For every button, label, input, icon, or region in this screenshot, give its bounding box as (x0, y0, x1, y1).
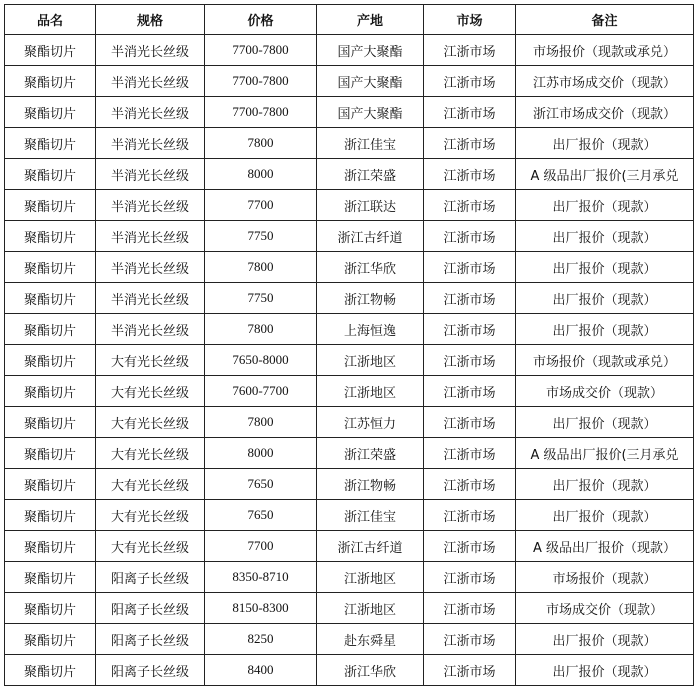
table-row (5, 97, 694, 128)
cell-origin: 江浙地区 (317, 593, 424, 624)
cell-spec: 大有光长丝级 (96, 376, 205, 407)
cell-price: 8250 (205, 624, 317, 655)
cell-origin: 浙江华欣 (317, 252, 424, 283)
cell-origin: 江浙地区 (317, 376, 424, 407)
header-spec: 规格 (96, 5, 205, 35)
cell-market: 江浙市场 (424, 438, 516, 469)
cell-price: 7700-7800 (205, 35, 317, 66)
cell-product-name: 聚酯切片 (5, 314, 96, 345)
cell-origin: 浙江佳宝 (317, 128, 424, 159)
cell-market: 江浙市场 (424, 407, 516, 438)
cell-remarks: 市场成交价（现款） (516, 376, 694, 407)
cell-spec: 阳离子长丝级 (96, 655, 205, 686)
cell-product-name: 聚酯切片 (5, 283, 96, 314)
cell-product-name: 聚酯切片 (5, 97, 96, 128)
table-row (5, 407, 694, 438)
cell-origin: 江浙地区 (317, 562, 424, 593)
cell-market: 江浙市场 (424, 500, 516, 531)
cell-market: 江浙市场 (424, 283, 516, 314)
cell-origin: 国产大聚酯 (317, 66, 424, 97)
cell-origin: 浙江物畅 (317, 283, 424, 314)
header-origin: 产地 (317, 5, 424, 35)
cell-remarks: 市场报价（现款） (516, 562, 694, 593)
cell-remarks: 出厂报价（现款） (516, 190, 694, 221)
cell-spec: 大有光长丝级 (96, 345, 205, 376)
cell-spec: 半消光长丝级 (96, 252, 205, 283)
table-row (5, 469, 694, 500)
cell-price: 7650 (205, 469, 317, 500)
table-row (5, 252, 694, 283)
cell-market: 江浙市场 (424, 624, 516, 655)
table-row (5, 221, 694, 252)
cell-price: 7650-8000 (205, 345, 317, 376)
cell-origin: 浙江联达 (317, 190, 424, 221)
cell-price: 7750 (205, 283, 317, 314)
cell-price: 7800 (205, 128, 317, 159)
cell-market: 江浙市场 (424, 562, 516, 593)
cell-spec: 半消光长丝级 (96, 128, 205, 159)
table-row (5, 531, 694, 562)
cell-spec: 大有光长丝级 (96, 500, 205, 531)
cell-remarks: 市场成交价（现款） (516, 593, 694, 624)
cell-product-name: 聚酯切片 (5, 66, 96, 97)
cell-remarks: 出厂报价（现款） (516, 655, 694, 686)
cell-product-name: 聚酯切片 (5, 221, 96, 252)
table-row (5, 345, 694, 376)
cell-origin: 浙江佳宝 (317, 500, 424, 531)
cell-product-name: 聚酯切片 (5, 593, 96, 624)
cell-price: 7750 (205, 221, 317, 252)
table-row (5, 438, 694, 469)
cell-origin: 浙江荣盛 (317, 159, 424, 190)
cell-product-name: 聚酯切片 (5, 469, 96, 500)
cell-price: 7700 (205, 190, 317, 221)
cell-market: 江浙市场 (424, 469, 516, 500)
price-table-container (4, 4, 694, 686)
table-row (5, 128, 694, 159)
cell-market: 江浙市场 (424, 159, 516, 190)
header-market: 市场 (424, 5, 516, 35)
cell-price: 7700 (205, 531, 317, 562)
cell-price: 7800 (205, 407, 317, 438)
cell-market: 江浙市场 (424, 345, 516, 376)
cell-spec: 阳离子长丝级 (96, 562, 205, 593)
cell-market: 江浙市场 (424, 35, 516, 66)
cell-remarks: 市场报价（现款或承兑） (516, 345, 694, 376)
cell-remarks: 出厂报价（现款） (516, 314, 694, 345)
cell-price: 8150-8300 (205, 593, 317, 624)
cell-market: 江浙市场 (424, 314, 516, 345)
cell-product-name: 聚酯切片 (5, 35, 96, 66)
cell-remarks: 出厂报价（现款） (516, 407, 694, 438)
cell-remarks: 出厂报价（现款） (516, 624, 694, 655)
cell-market: 江浙市场 (424, 531, 516, 562)
cell-spec: 半消光长丝级 (96, 221, 205, 252)
cell-remarks: 市场报价（现款或承兑） (516, 35, 694, 66)
cell-price: 7700-7800 (205, 66, 317, 97)
cell-spec: 半消光长丝级 (96, 97, 205, 128)
cell-price: 7800 (205, 314, 317, 345)
cell-market: 江浙市场 (424, 190, 516, 221)
cell-spec: 阳离子长丝级 (96, 593, 205, 624)
cell-price: 7650 (205, 500, 317, 531)
cell-market: 江浙市场 (424, 655, 516, 686)
cell-product-name: 聚酯切片 (5, 190, 96, 221)
header-remarks: 备注 (516, 5, 694, 35)
cell-product-name: 聚酯切片 (5, 624, 96, 655)
cell-spec: 半消光长丝级 (96, 314, 205, 345)
cell-remarks: 出厂报价（现款） (516, 221, 694, 252)
cell-origin: 浙江古纤道 (317, 221, 424, 252)
cell-market: 江浙市场 (424, 128, 516, 159)
cell-market: 江浙市场 (424, 97, 516, 128)
table-row (5, 314, 694, 345)
cell-spec: 大有光长丝级 (96, 531, 205, 562)
header-product-name: 品名 (5, 5, 96, 35)
cell-origin: 赴东舜星 (317, 624, 424, 655)
cell-price: 8000 (205, 159, 317, 190)
cell-origin: 浙江物畅 (317, 469, 424, 500)
table-row (5, 655, 694, 686)
cell-product-name: 聚酯切片 (5, 562, 96, 593)
cell-remarks: A 级品出厂报价(三月承兑 (516, 159, 694, 190)
cell-price: 8000 (205, 438, 317, 469)
cell-product-name: 聚酯切片 (5, 500, 96, 531)
header-price: 价格 (205, 5, 317, 35)
cell-spec: 阳离子长丝级 (96, 624, 205, 655)
cell-price: 7700-7800 (205, 97, 317, 128)
table-row (5, 190, 694, 221)
cell-product-name: 聚酯切片 (5, 252, 96, 283)
cell-market: 江浙市场 (424, 376, 516, 407)
cell-remarks: A 级品出厂报价（现款） (516, 531, 694, 562)
cell-product-name: 聚酯切片 (5, 159, 96, 190)
cell-price: 8350-8710 (205, 562, 317, 593)
cell-spec: 半消光长丝级 (96, 35, 205, 66)
cell-origin: 浙江华欣 (317, 655, 424, 686)
cell-product-name: 聚酯切片 (5, 655, 96, 686)
cell-remarks: 浙江市场成交价（现款） (516, 97, 694, 128)
cell-price: 7600-7700 (205, 376, 317, 407)
cell-product-name: 聚酯切片 (5, 438, 96, 469)
cell-product-name: 聚酯切片 (5, 376, 96, 407)
table-header (5, 5, 694, 35)
cell-remarks: 出厂报价（现款） (516, 128, 694, 159)
header-row (5, 5, 694, 35)
table-row (5, 159, 694, 190)
cell-remarks: 出厂报价（现款） (516, 469, 694, 500)
cell-market: 江浙市场 (424, 221, 516, 252)
cell-product-name: 聚酯切片 (5, 345, 96, 376)
cell-remarks: 出厂报价（现款） (516, 252, 694, 283)
cell-remarks: A 级品出厂报价(三月承兑 (516, 438, 694, 469)
cell-spec: 大有光长丝级 (96, 407, 205, 438)
cell-remarks: 江苏市场成交价（现款） (516, 66, 694, 97)
cell-origin: 国产大聚酯 (317, 97, 424, 128)
cell-price: 8400 (205, 655, 317, 686)
cell-remarks: 出厂报价（现款） (516, 500, 694, 531)
table-row (5, 500, 694, 531)
table-row (5, 66, 694, 97)
cell-origin: 上海恒逸 (317, 314, 424, 345)
cell-product-name: 聚酯切片 (5, 128, 96, 159)
cell-product-name: 聚酯切片 (5, 407, 96, 438)
cell-spec: 半消光长丝级 (96, 159, 205, 190)
cell-price: 7800 (205, 252, 317, 283)
cell-product-name: 聚酯切片 (5, 531, 96, 562)
price-table (4, 4, 694, 686)
cell-origin: 江苏恒力 (317, 407, 424, 438)
cell-market: 江浙市场 (424, 66, 516, 97)
table-row (5, 593, 694, 624)
cell-spec: 半消光长丝级 (96, 190, 205, 221)
cell-spec: 半消光长丝级 (96, 283, 205, 314)
cell-remarks: 出厂报价（现款） (516, 283, 694, 314)
cell-market: 江浙市场 (424, 593, 516, 624)
table-row (5, 562, 694, 593)
cell-spec: 大有光长丝级 (96, 469, 205, 500)
cell-origin: 浙江古纤道 (317, 531, 424, 562)
cell-origin: 浙江荣盛 (317, 438, 424, 469)
cell-origin: 江浙地区 (317, 345, 424, 376)
cell-origin: 国产大聚酯 (317, 35, 424, 66)
table-row (5, 35, 694, 66)
cell-spec: 半消光长丝级 (96, 66, 205, 97)
cell-spec: 大有光长丝级 (96, 438, 205, 469)
table-row (5, 376, 694, 407)
table-row (5, 624, 694, 655)
cell-market: 江浙市场 (424, 252, 516, 283)
table-row (5, 283, 694, 314)
table-body (5, 35, 694, 686)
